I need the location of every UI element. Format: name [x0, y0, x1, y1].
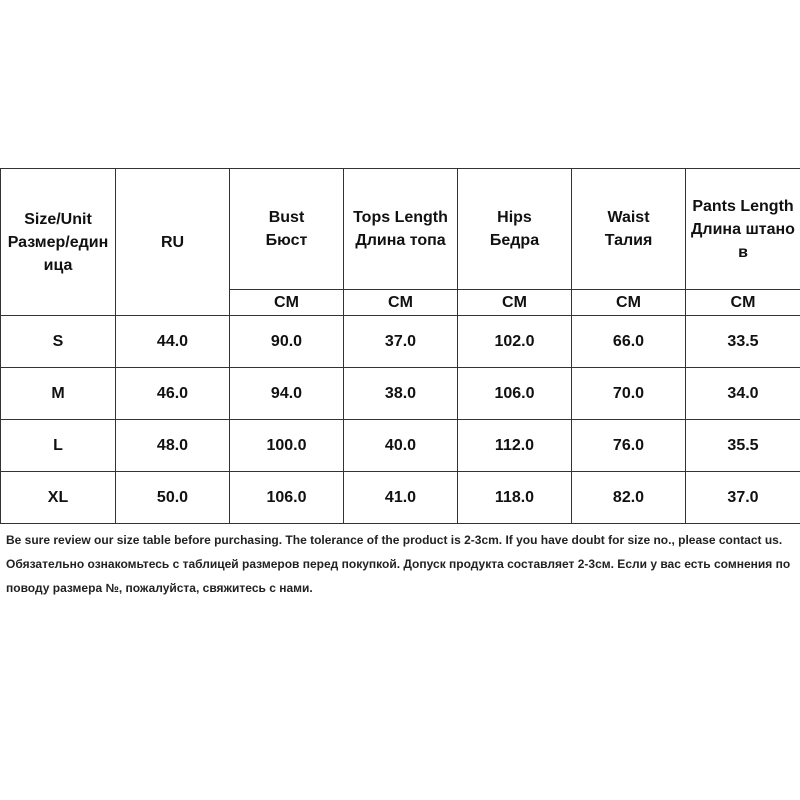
header-line: Bust [268, 209, 305, 226]
header-line: Size/Unit [24, 210, 92, 228]
table-cell: 34.0 [686, 368, 800, 420]
table-cell: 46.0 [116, 368, 230, 420]
table-cell: 66.0 [572, 316, 686, 368]
table-cell: 44.0 [116, 316, 230, 368]
table-cell: 76.0 [572, 420, 686, 472]
unit-cell: CM [686, 290, 800, 316]
header-line: Waist [607, 209, 650, 226]
unit-cell: CM [458, 290, 572, 316]
header-hips [458, 169, 572, 290]
table-cell: 50.0 [116, 472, 230, 524]
table-cell: 41.0 [344, 472, 458, 524]
table-cell: 35.5 [686, 420, 800, 472]
unit-cell: CM [344, 290, 458, 316]
table-cell: 48.0 [116, 420, 230, 472]
header-line: Размер/един [7, 233, 109, 251]
header-line: Длина штано [691, 220, 795, 238]
header-line: RU [160, 233, 185, 251]
header-ru [116, 169, 230, 316]
header-size-unit [1, 169, 116, 316]
header-line: Талия [604, 232, 653, 249]
table-cell: 37.0 [344, 316, 458, 368]
table-row [1, 368, 800, 420]
header-row [1, 169, 800, 290]
table-cell: 118.0 [458, 472, 572, 524]
table-cell: 37.0 [686, 472, 800, 524]
table-cell: 100.0 [230, 420, 344, 472]
table-cell: 106.0 [458, 368, 572, 420]
table-cell: 90.0 [230, 316, 344, 368]
header-line: Бюст [265, 232, 308, 249]
table-cell: 33.5 [686, 316, 800, 368]
table-row [1, 420, 800, 472]
table-cell: 70.0 [572, 368, 686, 420]
note-english: Be sure review our size table before purchasing. The tolerance of the product is 2-3cm. If you have doubt for size no., please contact us. [6, 533, 783, 547]
table-cell: 94.0 [230, 368, 344, 420]
size-label: M [1, 368, 116, 420]
header-line: Бедра [489, 232, 540, 249]
size-note [6, 528, 798, 600]
table-cell: 40.0 [344, 420, 458, 472]
table-cell: 82.0 [572, 472, 686, 524]
header-line: в [738, 243, 748, 261]
header-line: Hips [497, 209, 532, 226]
table-cell: 38.0 [344, 368, 458, 420]
size-label: XL [1, 472, 116, 524]
header-line: Pants Length [692, 197, 794, 215]
table-cell: 102.0 [458, 316, 572, 368]
size-table [0, 168, 800, 524]
table-cell: 106.0 [230, 472, 344, 524]
note-russian: Обязательно ознакомьтесь с таблицей размеров перед покупкой. Допуск продукта составляет 2-3см. Если у вас есть сомнения по поводу размера №, пожалуйста, свяжитесь с нами. [6, 557, 791, 595]
unit-cell: CM [230, 290, 344, 316]
header-line: Tops Length [353, 209, 448, 226]
size-label: S [1, 316, 116, 368]
header-tops-length [344, 169, 458, 290]
header-bust [230, 169, 344, 290]
size-label: L [1, 420, 116, 472]
header-waist [572, 169, 686, 290]
table-row [1, 316, 800, 368]
table-cell: 112.0 [458, 420, 572, 472]
header-line: ица [43, 256, 73, 274]
header-pants-length [686, 169, 800, 290]
table-row [1, 472, 800, 524]
unit-cell: CM [572, 290, 686, 316]
header-line: Длина топа [355, 232, 446, 249]
